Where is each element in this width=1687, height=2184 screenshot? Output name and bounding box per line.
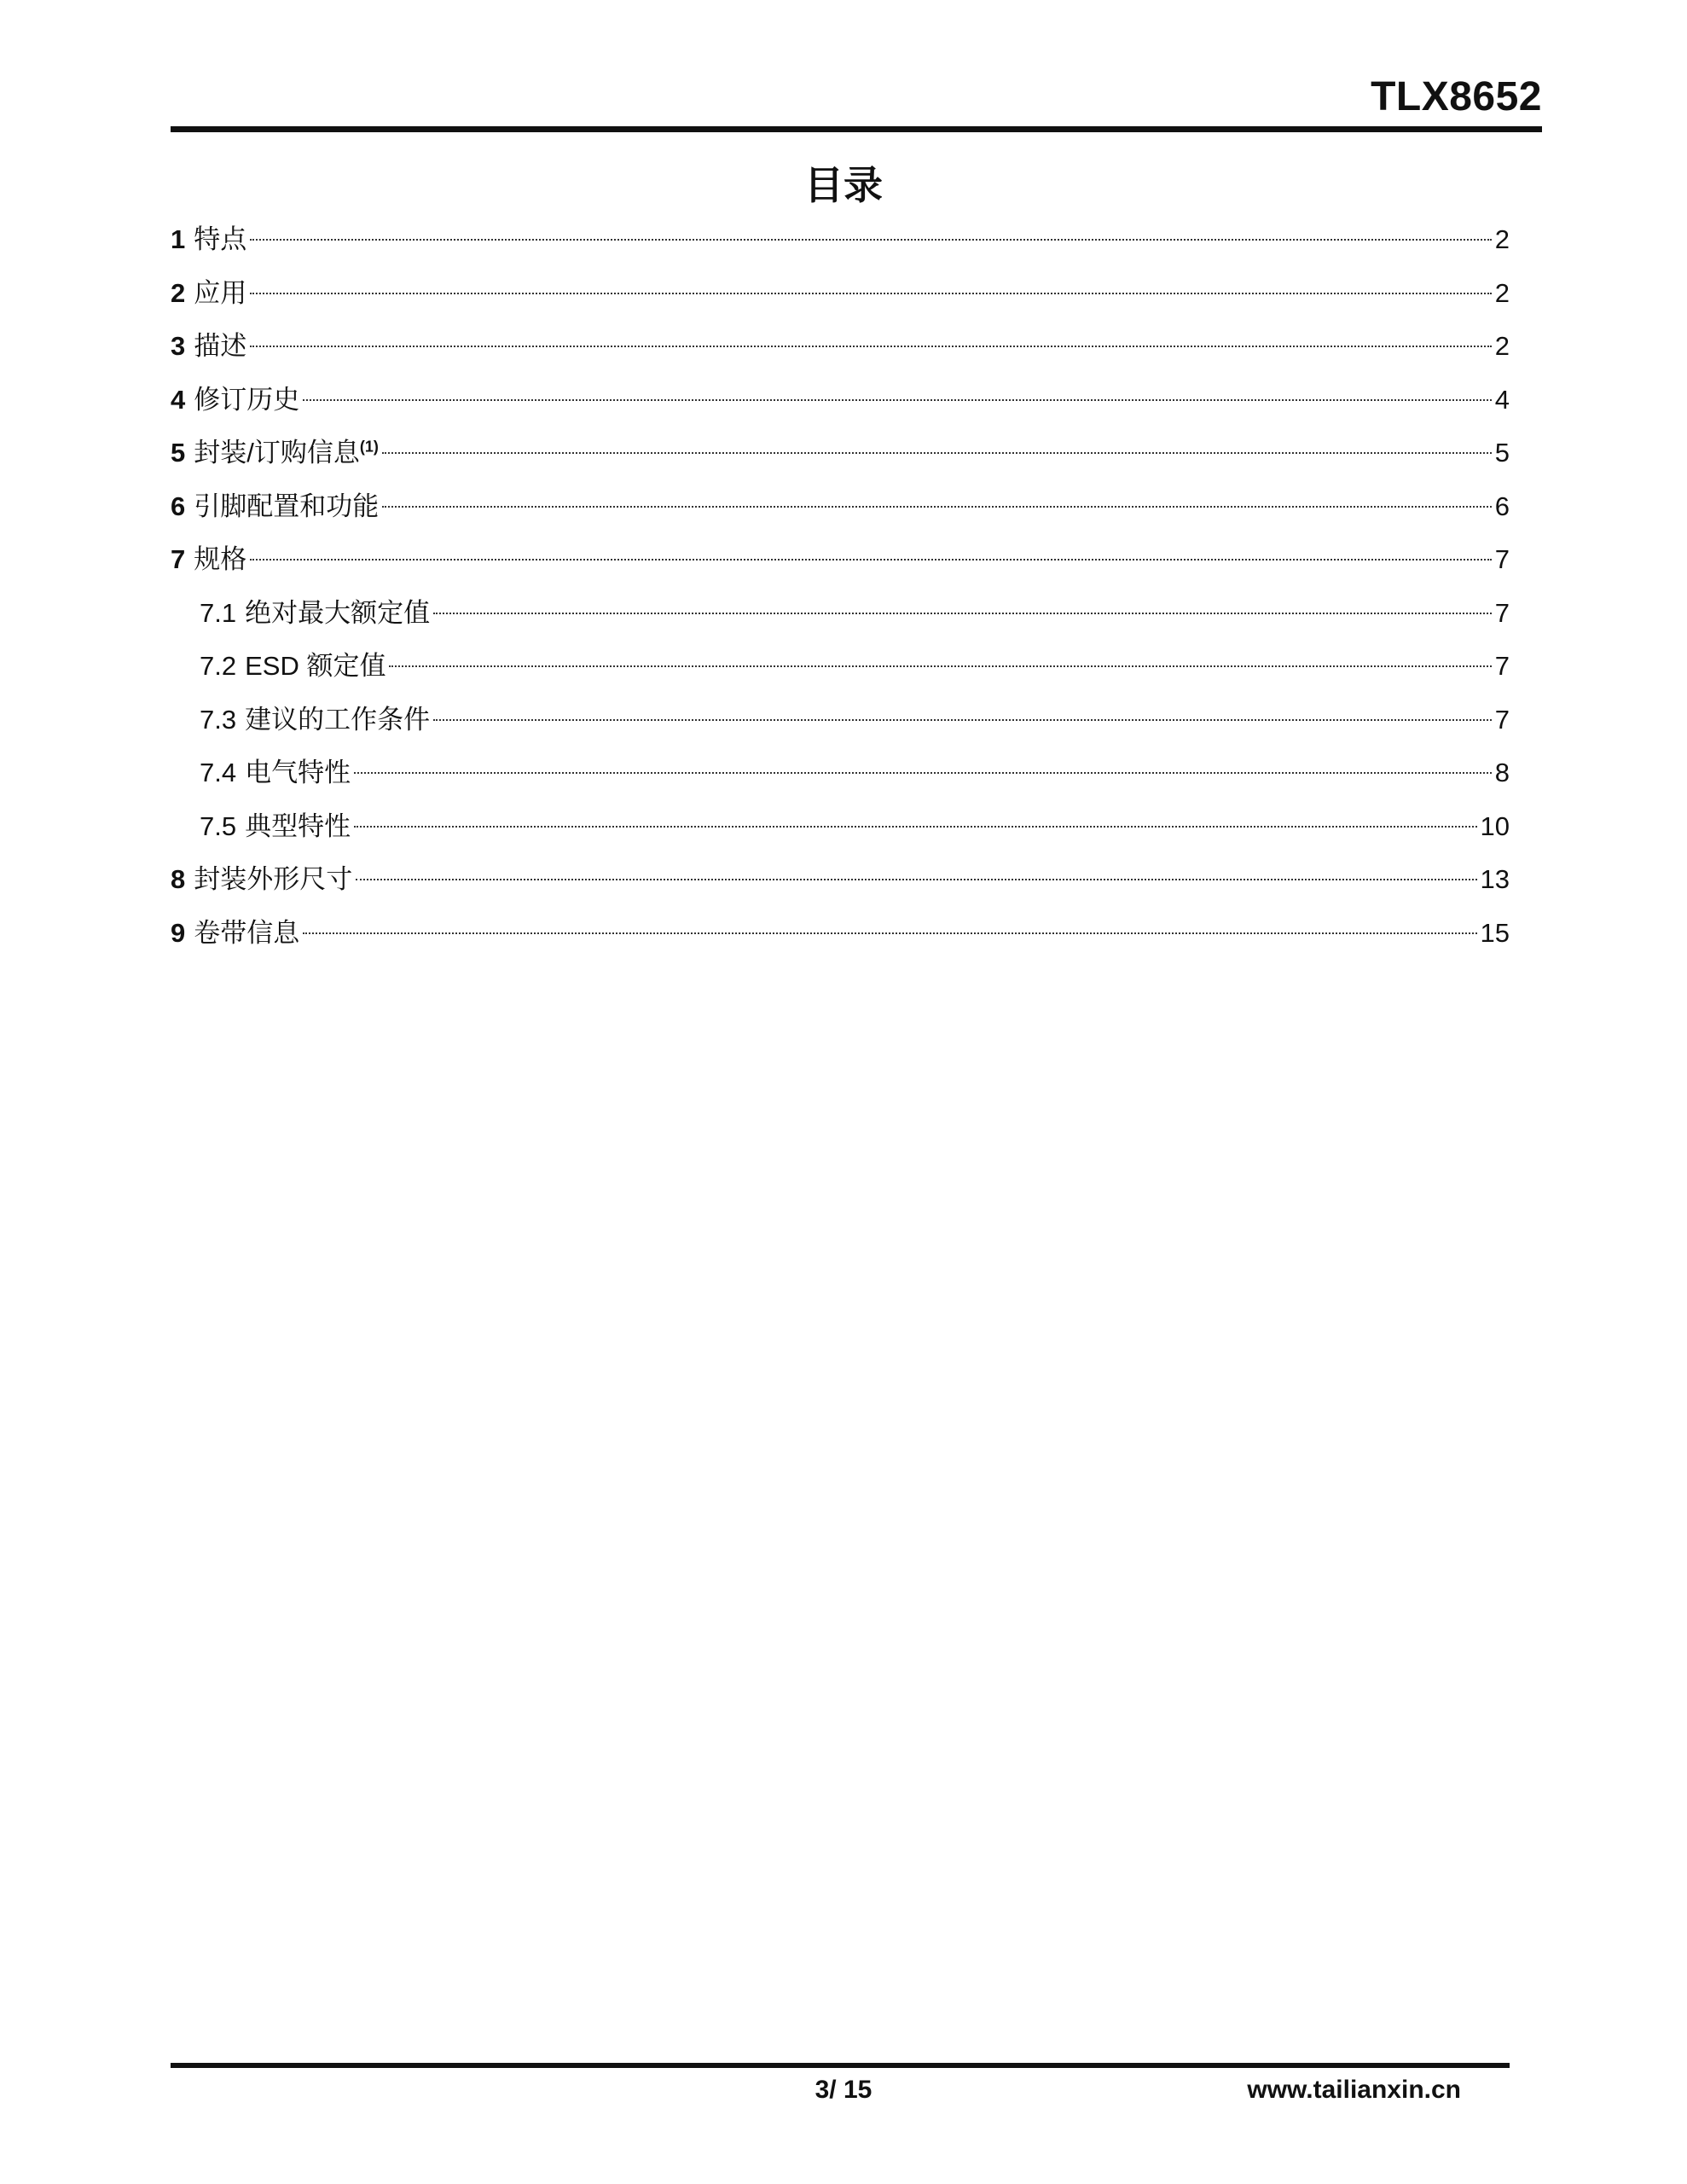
toc-entry-title-text: 封装/订购信息	[194, 438, 360, 468]
toc-entry-page: 10	[1480, 810, 1510, 841]
toc-entry-title-text: 绝对最大额定值	[245, 597, 431, 628]
toc-entry[interactable]	[171, 213, 1510, 267]
toc-entry-title-text: 规格	[194, 544, 247, 574]
toc-entry-number: 5	[171, 438, 186, 468]
toc-entry-title	[194, 427, 379, 480]
toc-dot-leader	[354, 826, 1476, 828]
toc-entry[interactable]	[171, 533, 1510, 587]
table-of-contents	[171, 213, 1510, 960]
toc-dot-leader	[356, 879, 1476, 880]
toc-entry-footnote-marker: (1)	[359, 438, 379, 456]
toc-entry-page: 6	[1494, 491, 1510, 521]
toc-entry-number: 7.2	[200, 651, 237, 681]
toc-entry-title-text: 应用	[194, 277, 247, 308]
toc-entry-title-text: 封装外形尺寸	[194, 864, 353, 894]
toc-entry-number: 9	[171, 917, 186, 948]
footer-url[interactable]: www.tailianxin.cn	[1247, 2076, 1461, 2104]
toc-entry-number: 7.1	[200, 597, 237, 628]
toc-entry-title-text: 描述	[194, 331, 247, 361]
toc-entry[interactable]	[171, 853, 1510, 907]
toc-entry-page: 2	[1494, 331, 1510, 361]
toc-entry-title	[194, 267, 246, 321]
toc-entry-title	[194, 853, 352, 907]
toc-entry-number: 4	[171, 384, 186, 415]
toc-dot-leader	[250, 239, 1492, 241]
toc-entry-number: 7.4	[200, 758, 237, 787]
toc-entry-page: 5	[1494, 438, 1510, 468]
toc-entry-number: 7.5	[200, 810, 237, 841]
toc-entry-page: 7	[1494, 544, 1510, 574]
toc-entry[interactable]	[171, 374, 1510, 427]
toc-dot-leader	[389, 665, 1491, 667]
header-rule	[171, 126, 1542, 132]
toc-entry[interactable]	[171, 267, 1510, 321]
toc-title: 目录	[804, 163, 883, 207]
toc-entry-title-text: ESD 额定值	[245, 651, 386, 681]
document-id: TLX8652	[1371, 74, 1542, 119]
footer-rule	[171, 2063, 1510, 2068]
toc-entry[interactable]	[171, 694, 1510, 747]
toc-entry-page: 8	[1494, 758, 1510, 787]
toc-entry-title	[245, 587, 430, 641]
toc-entry-title-text: 典型特性	[245, 810, 351, 841]
toc-dot-leader	[433, 719, 1492, 721]
toc-entry-title-text: 卷带信息	[194, 917, 300, 948]
toc-entry-page: 4	[1494, 384, 1510, 415]
toc-entry[interactable]	[171, 480, 1510, 534]
toc-dot-leader	[382, 452, 1492, 454]
toc-entry-page: 7	[1494, 597, 1510, 628]
toc-entry[interactable]	[171, 587, 1510, 641]
toc-dot-leader	[303, 399, 1492, 401]
toc-entry-number: 7	[171, 544, 186, 574]
toc-dot-leader	[382, 506, 1492, 508]
toc-entry-title	[245, 800, 351, 854]
toc-entry-title	[245, 746, 351, 800]
toc-entry-page: 2	[1494, 277, 1510, 308]
toc-dot-leader	[250, 293, 1492, 294]
toc-entry-title	[194, 533, 246, 587]
toc-entry-number: 8	[171, 864, 186, 894]
toc-entry[interactable]	[171, 427, 1510, 480]
toc-entry-title-text: 电气特性	[245, 758, 351, 787]
toc-entry-title	[194, 907, 299, 961]
toc-entry-number: 6	[171, 491, 186, 521]
toc-entry-page: 2	[1494, 224, 1510, 254]
toc-entry-number: 1	[171, 224, 186, 254]
toc-entry[interactable]	[171, 320, 1510, 374]
toc-dot-leader	[250, 559, 1492, 561]
toc-entry-number: 2	[171, 277, 186, 308]
toc-dot-leader	[354, 772, 1492, 774]
toc-entry[interactable]	[171, 640, 1510, 694]
toc-entry-title-text: 建议的工作条件	[245, 704, 431, 735]
toc-entry-title	[245, 640, 386, 694]
toc-entry-title	[245, 694, 430, 747]
toc-entry-page: 13	[1480, 864, 1510, 894]
toc-entry-title	[194, 374, 299, 427]
toc-entry-page: 15	[1480, 917, 1510, 948]
toc-entry-title-text: 引脚配置和功能	[194, 491, 380, 521]
toc-entry-title	[194, 480, 379, 534]
toc-dot-leader	[303, 932, 1476, 934]
toc-dot-leader	[250, 346, 1492, 347]
toc-entry-number: 3	[171, 331, 186, 361]
toc-entry[interactable]	[171, 800, 1510, 854]
toc-entry-title	[194, 213, 246, 267]
toc-entry-page: 7	[1494, 651, 1510, 681]
toc-dot-leader	[433, 613, 1492, 614]
toc-entry-title-text: 特点	[194, 224, 247, 254]
toc-entry-title	[194, 320, 246, 374]
toc-entry[interactable]	[171, 746, 1510, 800]
toc-entry-page: 7	[1494, 704, 1510, 735]
toc-entry-number: 7.3	[200, 704, 237, 735]
page-number: 3/ 15	[815, 2076, 872, 2104]
toc-entry-title-text: 修订历史	[194, 384, 300, 415]
toc-entry[interactable]	[171, 907, 1510, 961]
